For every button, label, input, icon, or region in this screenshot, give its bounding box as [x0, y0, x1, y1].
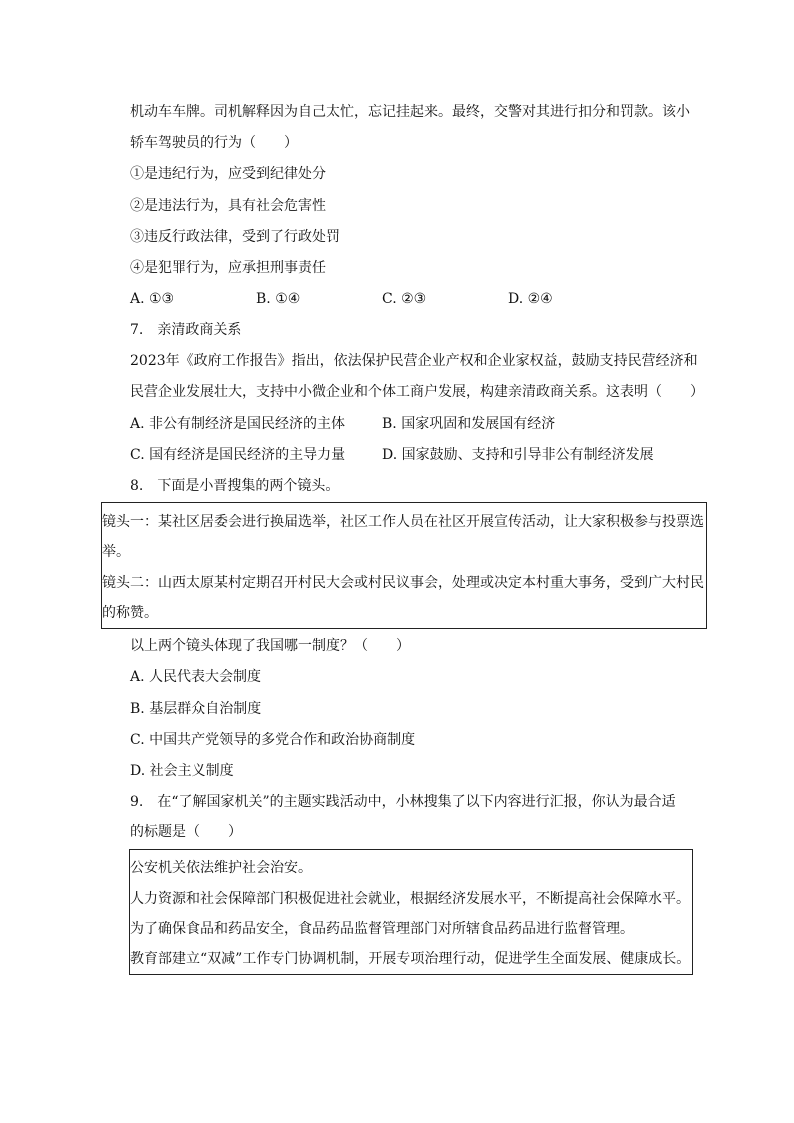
q8-title: 8. 下面是小晋搜集的两个镜头。	[130, 478, 340, 494]
q6-option-d: D. ②④	[508, 291, 553, 307]
q9-stem-line-1: 9. 在“了解国家机关”的主题实践活动中，小林搜集了以下内容进行汇报，你认为最合适	[130, 794, 676, 810]
q9-material-line-4: 教育部建立“双减”工作专门协调机制，开展专项治理行动，促进学生全面发展、健康成长。	[130, 951, 691, 967]
q7-stem-line-2: 民营企业发展壮大，支持中小微企业和个体工商户发展，构建亲清政商关系。这表明（ ）	[130, 384, 704, 400]
q8-option-b: B. 基层群众自治制度	[130, 701, 262, 717]
q7-option-c: C. 国有经济是国民经济的主导力量	[130, 447, 346, 463]
q7-option-a: A. 非公有制经济是国民经济的主体	[130, 416, 346, 432]
q9-stem-line-2: 的标题是（ ）	[130, 824, 242, 840]
q8-material-line-3: 镜头二：山西太原某村定期召开村民大会或村民议事会，处理或决定本村重大事务，受到广大村民	[102, 575, 704, 591]
q8-material-line-2: 举。	[102, 544, 130, 560]
q7-option-d: D. 国家鼓励、支持和引导非公有制经济发展	[382, 447, 654, 463]
q6-item-1: ①是违纪行为，应受到纪律处分	[130, 166, 326, 182]
q8-material-line-4: 的称赞。	[102, 605, 158, 621]
q9-material-line-2: 人力资源和社会保障部门积极促进社会就业，根据经济发展水平，不断提高社会保障水平。	[130, 891, 690, 907]
q9-material-line-1: 公安机关依法维护社会治安。	[130, 860, 312, 876]
q6-stem-line-2: 轿车驾驶员的行为（ ）	[130, 135, 298, 151]
q9-material-box	[129, 849, 693, 975]
q8-material-box	[101, 502, 707, 629]
q7-option-b: B. 国家巩固和发展国有经济	[382, 416, 556, 432]
q6-item-3: ③违反行政法律，受到了行政处罚	[130, 229, 340, 245]
q6-stem-line-1: 机动车车牌。司机解释因为自己太忙，忘记挂起来。最终，交警对其进行扣分和罚款。该小	[130, 104, 690, 120]
q6-option-a: A. ①③	[130, 291, 175, 307]
q6-option-c: C. ②③	[382, 291, 427, 307]
q8-material-line-1: 镜头一：某社区居委会进行换届选举，社区工作人员在社区开展宣传活动，让大家积极参与投票选	[102, 514, 704, 530]
q6-item-4: ④是犯罪行为，应承担刑事责任	[130, 260, 326, 276]
q7-stem-line-1: 2023年《政府工作报告》指出，依法保护民营企业产权和企业家权益，鼓励支持民营经济和	[130, 353, 698, 369]
q8-question: 以上两个镜头体现了我国哪一制度？（ ）	[130, 638, 410, 654]
q7-title: 7. 亲清政商关系	[130, 322, 242, 338]
q8-option-c: C. 中国共产党领导的多党合作和政治协商制度	[130, 732, 416, 748]
q9-material-line-3: 为了确保食品和药品安全，食品药品监督管理部门对所辖食品药品进行监督管理。	[130, 921, 634, 937]
q8-option-d: D. 社会主义制度	[130, 763, 234, 779]
q8-option-a: A. 人民代表大会制度	[130, 669, 262, 685]
q6-item-2: ②是违法行为，具有社会危害性	[130, 198, 326, 214]
q6-option-b: B. ①④	[256, 291, 301, 307]
